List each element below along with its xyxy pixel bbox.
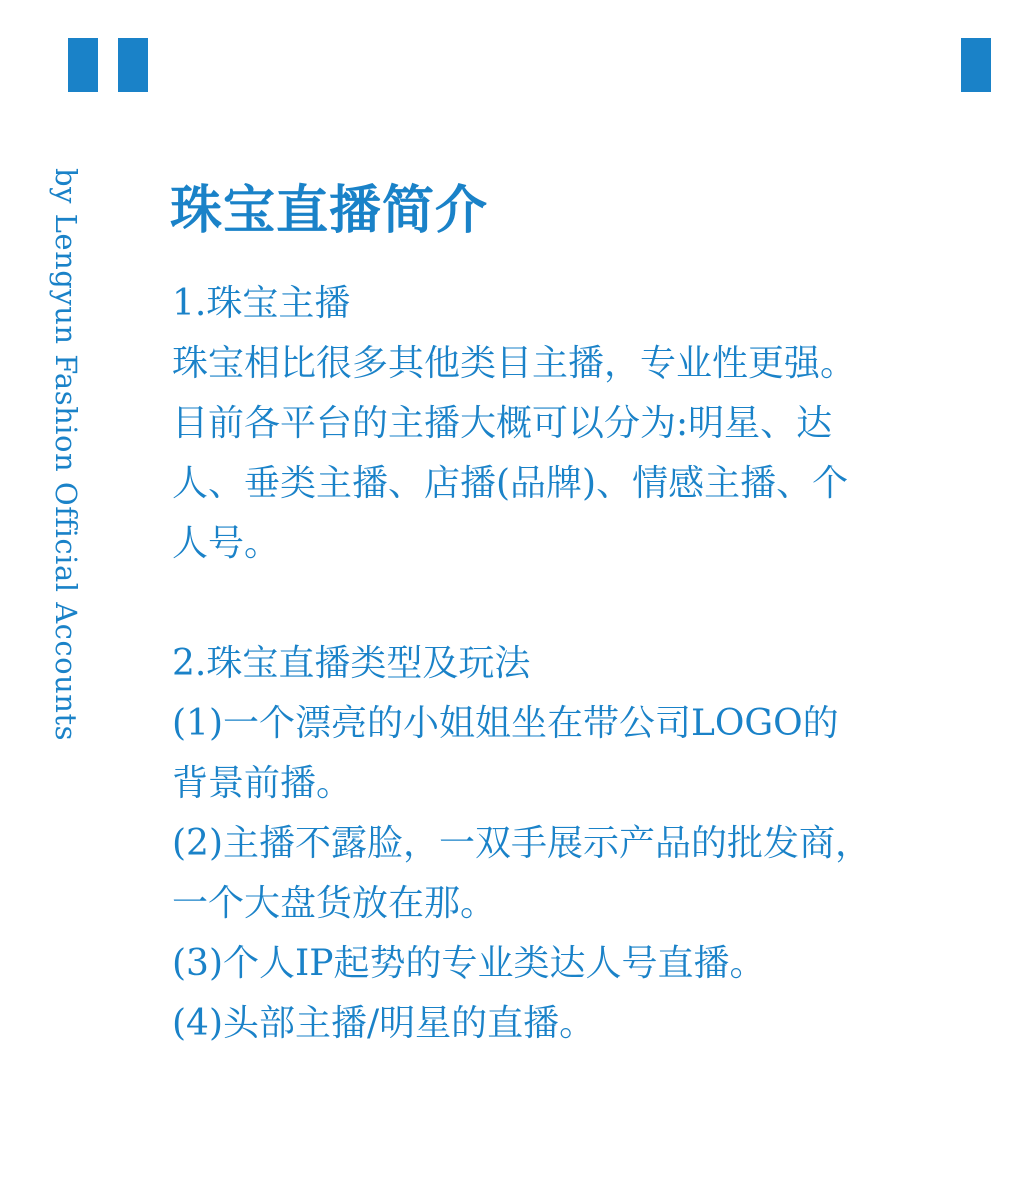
list-item-line: (1)一个漂亮的小姐姐坐在带公司LOGO的 bbox=[172, 703, 839, 744]
list-item-line: 背景前播。 bbox=[172, 763, 353, 804]
paragraph-line: 人、垂类主播、店播(品牌)、情感主播、个 bbox=[172, 463, 849, 504]
list-item-line: (3)个人IP起势的专业类达人号直播。 bbox=[172, 943, 766, 984]
decor-bar-right bbox=[961, 38, 991, 92]
section-heading-2: 2.珠宝直播类型及玩法 bbox=[172, 643, 531, 684]
paragraph-line: 珠宝相比很多其他类目主播，专业性更强。 bbox=[172, 343, 857, 384]
section-spacer bbox=[172, 574, 972, 634]
list-item-line: (4)头部主播/明星的直播。 bbox=[172, 1003, 596, 1044]
list-item-line: 一个大盘货放在那。 bbox=[172, 883, 497, 924]
decor-bar-left-2 bbox=[118, 38, 148, 92]
article-body bbox=[172, 274, 972, 1054]
vertical-byline: by Lengyun Fashion Official Accounts bbox=[49, 168, 83, 742]
section-heading-1: 1.珠宝主播 bbox=[172, 283, 351, 324]
list-item-line: (2)主播不露脸，一双手展示产品的批发商， bbox=[172, 823, 871, 864]
page-title: 珠宝直播简介 bbox=[170, 180, 489, 241]
paragraph-line: 目前各平台的主播大概可以分为:明星、达 bbox=[172, 403, 833, 444]
decor-bar-left-1 bbox=[68, 38, 98, 92]
paragraph-line: 人号。 bbox=[172, 523, 281, 564]
